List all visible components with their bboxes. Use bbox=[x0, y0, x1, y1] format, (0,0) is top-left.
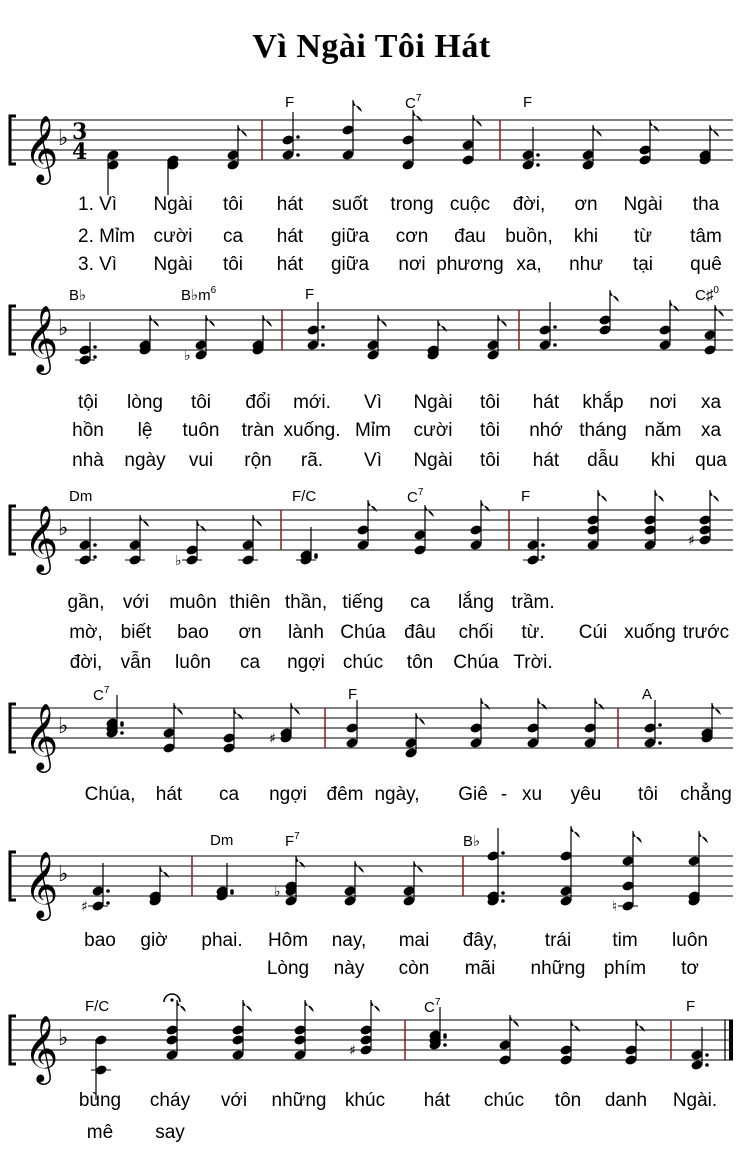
note-chord bbox=[366, 315, 387, 361]
lyric-syllable: phương bbox=[436, 254, 504, 275]
chord-symbol: F bbox=[521, 488, 531, 505]
lyric-syllable: giữa bbox=[330, 254, 370, 275]
note-flag bbox=[699, 831, 708, 843]
note-flag bbox=[177, 1000, 186, 1012]
lyric-syllable: khi bbox=[573, 226, 599, 247]
lyric-syllable: Ngài bbox=[413, 450, 453, 471]
lyric-syllable: tâm bbox=[690, 226, 722, 247]
note-chord bbox=[526, 698, 547, 749]
music-system-6 bbox=[0, 988, 743, 1158]
lyric-syllable: nơi bbox=[398, 254, 426, 275]
key-signature-flat-icon: ♭ bbox=[58, 316, 69, 341]
augmentation-dot bbox=[443, 1033, 447, 1037]
lyric-syllable: tôi bbox=[479, 392, 501, 413]
chord-symbol: $B♭m^6$ bbox=[181, 285, 217, 304]
lyric-syllable: tôi bbox=[222, 194, 244, 215]
lyric-syllable: ca bbox=[239, 652, 261, 673]
flat-icon: ♭ bbox=[184, 348, 191, 364]
lyric-syllable: với bbox=[122, 592, 150, 613]
chord-symbol: F bbox=[686, 998, 696, 1015]
lyric-syllable: đời, bbox=[512, 194, 546, 215]
note-flag bbox=[655, 490, 664, 502]
lyric-syllable: tôi bbox=[190, 392, 212, 413]
augmentation-dot bbox=[501, 851, 505, 855]
lyric-syllable: cơn bbox=[395, 226, 429, 247]
lyric-syllable: ơn bbox=[238, 622, 262, 643]
lyric-syllable: ngày, bbox=[374, 784, 420, 805]
lyric-syllable: đời, bbox=[69, 652, 103, 673]
lyric-syllable: xa, bbox=[516, 254, 542, 275]
augmentation-dot bbox=[536, 153, 540, 157]
lyric-syllable: yêu bbox=[570, 784, 602, 805]
note-flag bbox=[498, 315, 507, 327]
lyric-syllable: Ngài bbox=[153, 194, 193, 215]
lyric-syllable: hát bbox=[423, 1090, 451, 1111]
augmentation-dot bbox=[106, 901, 110, 905]
lyric-syllable: dẫu bbox=[587, 450, 619, 471]
lyric-syllable: tơ bbox=[681, 958, 699, 979]
music-system-2 bbox=[0, 280, 743, 470]
chord-symbol: C♯$^0$ bbox=[695, 285, 719, 304]
time-signature-numerator: 3 bbox=[72, 119, 88, 145]
augmentation-dot bbox=[536, 163, 540, 167]
lyric-syllable: suốt bbox=[332, 194, 368, 215]
lyric-syllable: phím bbox=[603, 958, 647, 979]
note-chord bbox=[612, 831, 642, 915]
note-chord bbox=[581, 125, 602, 171]
note-flag bbox=[305, 1000, 314, 1012]
note-chord bbox=[356, 500, 377, 551]
note-chord bbox=[306, 302, 324, 351]
lyric-syllable: 1. Vì bbox=[78, 194, 118, 215]
sharp-icon: ♯ bbox=[81, 899, 88, 915]
lyric-syllable: quê bbox=[690, 254, 722, 275]
note-chord bbox=[486, 315, 507, 361]
lyric-syllable: tim bbox=[612, 930, 638, 951]
note-flag bbox=[174, 703, 183, 715]
augmentation-dot bbox=[321, 325, 325, 329]
chord-symbol: $C^7$ bbox=[93, 685, 110, 704]
lyric-syllable: trong bbox=[390, 194, 434, 215]
lyric-syllable: giữa bbox=[330, 226, 370, 247]
lyric-syllable: xuống bbox=[624, 622, 676, 643]
lyric-syllable: xuống. bbox=[283, 420, 341, 441]
lyric-syllable: mai bbox=[398, 930, 430, 951]
lyric-syllable: hát bbox=[155, 784, 183, 805]
lyric-syllable: bao bbox=[84, 930, 116, 951]
chord-symbol: Dm bbox=[69, 488, 93, 505]
lyric-syllable: Chúa, bbox=[84, 784, 136, 805]
augmentation-dot bbox=[93, 543, 97, 547]
lyric-syllable: ca bbox=[222, 226, 244, 247]
note-chord bbox=[469, 500, 490, 551]
lyric-syllable: xa bbox=[700, 392, 722, 413]
lyric-syllable: tôn bbox=[406, 652, 434, 673]
lyric-syllable: lệ bbox=[137, 420, 153, 441]
lyric-syllable: ơn bbox=[574, 194, 598, 215]
lyric-syllable: tôi bbox=[479, 420, 501, 441]
augmentation-dot bbox=[120, 731, 124, 735]
lyric-syllable: nơi bbox=[649, 392, 677, 413]
note-chord bbox=[106, 149, 119, 195]
note-flag bbox=[238, 125, 247, 137]
lyric-syllable: tội bbox=[77, 392, 99, 413]
chord-symbol: F bbox=[523, 94, 533, 111]
lyric-syllable: chúc bbox=[342, 652, 384, 673]
treble-clef-icon: 𝄞 bbox=[24, 304, 59, 372]
sharp-icon: ♯ bbox=[269, 731, 276, 747]
note-chord bbox=[164, 994, 186, 1061]
augmentation-dot bbox=[296, 153, 300, 157]
note-flag bbox=[414, 861, 423, 873]
chord-symbol: B♭ bbox=[463, 833, 481, 850]
note-chord bbox=[226, 125, 247, 171]
lyric-syllable: tha bbox=[692, 194, 720, 215]
lyric-syllable: đổi bbox=[245, 392, 271, 413]
note-chord bbox=[486, 828, 504, 907]
treble-clef-icon: 𝄞 bbox=[24, 850, 59, 918]
lyric-syllable: những bbox=[271, 1090, 327, 1111]
treble-clef-icon: 𝄞 bbox=[24, 504, 59, 572]
lyric-syllable: mãi bbox=[464, 958, 496, 979]
lyric-syllable: mới. bbox=[293, 392, 331, 413]
note-flag bbox=[610, 290, 619, 302]
lyric-syllable: hát bbox=[532, 392, 560, 413]
lyric-syllable: thần, bbox=[284, 592, 328, 613]
lyric-syllable: ngày bbox=[124, 450, 166, 471]
note-flag bbox=[206, 315, 215, 327]
music-system-3 bbox=[0, 474, 743, 674]
augmentation-dot bbox=[553, 343, 557, 347]
lyric-syllable: khi bbox=[650, 450, 676, 471]
key-signature-flat-icon: ♭ bbox=[58, 714, 69, 739]
note-chord bbox=[523, 517, 545, 566]
lyric-syllable: Vì bbox=[364, 450, 382, 471]
lyric-syllable: Vì bbox=[364, 392, 382, 413]
lyric-syllable: tôi bbox=[222, 254, 244, 275]
note-chord bbox=[690, 1027, 708, 1071]
chord-symbol: F/C bbox=[292, 488, 317, 505]
note-chord bbox=[296, 527, 318, 566]
lyric-syllable: như bbox=[569, 254, 603, 275]
note-flag bbox=[243, 1000, 252, 1012]
key-signature-flat-icon: ♭ bbox=[58, 1026, 69, 1051]
lyric-syllable: Chúa bbox=[340, 622, 386, 643]
key-signature-flat-icon: ♭ bbox=[58, 516, 69, 541]
lyric-syllable: muôn bbox=[169, 592, 217, 613]
lyric-syllable: bao bbox=[177, 622, 209, 643]
lyric-syllable: ngợi bbox=[287, 652, 325, 673]
lyric-syllable: trái bbox=[544, 930, 572, 951]
lyric-syllable: trầm. bbox=[511, 592, 555, 613]
note-chord bbox=[583, 698, 604, 749]
lyric-syllable: say bbox=[155, 1122, 185, 1143]
note-flag bbox=[571, 826, 580, 838]
lyric-syllable: khúc bbox=[344, 1090, 386, 1111]
lyric-syllable: Chúa bbox=[453, 652, 499, 673]
note-flag bbox=[593, 125, 602, 137]
chord-symbol: F bbox=[305, 286, 315, 303]
staff-svg bbox=[0, 474, 743, 674]
lyric-syllable: luôn bbox=[175, 652, 211, 673]
lyric-syllable: cười bbox=[153, 226, 193, 247]
note-chord bbox=[404, 713, 425, 759]
lyric-syllable: chẳng bbox=[680, 784, 732, 805]
key-signature-flat-icon: ♭ bbox=[58, 862, 69, 887]
lyric-syllable: cuộc bbox=[449, 194, 491, 215]
note-flag bbox=[473, 115, 482, 127]
chord-symbol: F/C bbox=[85, 998, 110, 1015]
treble-clef-icon: 𝄞 bbox=[24, 1014, 59, 1082]
lyric-syllable: tôi bbox=[479, 450, 501, 471]
lyric-syllable: năm bbox=[644, 420, 682, 441]
music-system-4 bbox=[0, 676, 743, 816]
chord-symbol: $F^7$ bbox=[285, 831, 300, 850]
lyric-syllable: nhà bbox=[72, 450, 104, 471]
time-signature-denominator: 4 bbox=[72, 139, 88, 165]
lyric-syllable: lòng bbox=[127, 392, 163, 413]
note-flag bbox=[253, 515, 262, 527]
note-chord bbox=[559, 1020, 580, 1066]
note-chord bbox=[638, 120, 659, 166]
lyric-syllable: cháy bbox=[149, 1090, 191, 1111]
lyric-syllable: Lòng bbox=[266, 958, 310, 979]
lyric-syllable: hát bbox=[276, 194, 304, 215]
augmentation-dot bbox=[658, 741, 662, 745]
note-flag bbox=[710, 125, 719, 137]
note-flag bbox=[150, 315, 159, 327]
lyric-syllable: nay, bbox=[331, 930, 367, 951]
lyric-syllable: luôn bbox=[672, 930, 708, 951]
augmentation-dot bbox=[296, 135, 300, 139]
lyric-syllable: Ngài bbox=[413, 392, 453, 413]
lyric-syllable: tràn bbox=[241, 420, 275, 441]
augmentation-dot bbox=[321, 343, 325, 347]
chord-symbol: A bbox=[642, 686, 653, 703]
lyric-syllable: lành bbox=[288, 622, 324, 643]
lyric-syllable: hát bbox=[276, 254, 304, 275]
lyric-syllable: Hôm bbox=[267, 930, 309, 951]
note-chord bbox=[658, 300, 679, 351]
flat-icon: ♭ bbox=[175, 553, 182, 569]
lyric-syllable: Mỉm bbox=[355, 420, 391, 441]
lyric-syllable: mờ, bbox=[69, 622, 103, 643]
lyric-syllable: 2. Mỉm bbox=[78, 226, 135, 247]
augmentation-dot bbox=[541, 543, 545, 547]
lyric-syllable: hát bbox=[532, 450, 560, 471]
lyric-syllable: nhớ bbox=[529, 420, 563, 441]
lyric-syllable: từ bbox=[634, 226, 652, 247]
music-system-5 bbox=[0, 820, 743, 985]
lyric-syllable: chối bbox=[458, 622, 494, 643]
augmentation-dot bbox=[705, 1063, 709, 1067]
lyric-syllable: Trời. bbox=[513, 652, 553, 673]
note-chord bbox=[222, 708, 243, 754]
chord-symbol: F bbox=[285, 94, 295, 111]
music-system-1 bbox=[0, 90, 743, 280]
note-flag bbox=[712, 703, 721, 715]
lyric-syllable: ca bbox=[409, 592, 431, 613]
lyric-syllable: từ. bbox=[521, 622, 545, 643]
lyric-syllable: trước bbox=[682, 622, 730, 643]
lyric-syllable: đâu bbox=[404, 622, 436, 643]
augmentation-dot bbox=[501, 899, 505, 903]
lyric-syllable: vui bbox=[188, 450, 214, 471]
lyric-syllable: vẫn bbox=[120, 652, 152, 673]
note-chord bbox=[281, 112, 299, 161]
note-flag bbox=[425, 505, 434, 517]
lyric-syllable: Cúi bbox=[578, 622, 608, 643]
lyric-syllable: đây, bbox=[462, 930, 498, 951]
treble-clef-icon: 𝄞 bbox=[24, 114, 59, 182]
lyric-syllable: những bbox=[530, 958, 586, 979]
augmentation-dot bbox=[705, 1053, 709, 1057]
lyric-syllable: biết bbox=[120, 622, 152, 643]
lyric-syllable: hát bbox=[276, 226, 304, 247]
augmentation-dot bbox=[443, 1043, 447, 1047]
note-flag bbox=[633, 831, 642, 843]
augmentation-dot bbox=[501, 891, 505, 895]
augmentation-dot bbox=[314, 553, 318, 557]
note-chord bbox=[521, 127, 539, 171]
note-chord bbox=[75, 517, 97, 566]
note-chord bbox=[175, 520, 206, 569]
lyric-syllable: phai. bbox=[201, 930, 243, 951]
augmentation-dot bbox=[541, 555, 545, 559]
song-title: Vì Ngài Tôi Hát bbox=[252, 28, 491, 65]
lyric-syllable: 3. Vì bbox=[78, 254, 118, 275]
augmentation-dot bbox=[93, 355, 97, 359]
lyric-syllable: - bbox=[500, 784, 508, 805]
lyric-syllable: tháng bbox=[579, 420, 627, 441]
augmentation-dot bbox=[93, 555, 97, 559]
lyric-syllable: rộn bbox=[244, 450, 272, 471]
lyric-syllable: Ngài. bbox=[672, 1090, 718, 1111]
note-chord bbox=[624, 1020, 645, 1066]
lyric-syllable: Ngài bbox=[623, 194, 663, 215]
chord-symbol: $C^7$ bbox=[407, 487, 424, 506]
note-flag bbox=[291, 703, 300, 715]
chord-symbol: $C^7$ bbox=[424, 997, 441, 1016]
lyric-syllable: còn bbox=[398, 958, 430, 979]
lyric-syllable: mê bbox=[86, 1122, 114, 1143]
chord-symbol: B♭ bbox=[69, 287, 87, 304]
augmentation-dot bbox=[553, 325, 557, 329]
augmentation-dot bbox=[658, 723, 662, 727]
lyric-syllable: với bbox=[220, 1090, 248, 1111]
augmentation-dot bbox=[106, 889, 110, 893]
lyric-syllable: qua bbox=[695, 450, 727, 471]
lyric-syllable: này bbox=[333, 958, 365, 979]
augmentation-dot bbox=[230, 889, 234, 893]
natural-icon: ♮ bbox=[612, 899, 618, 915]
note-flag bbox=[353, 100, 362, 112]
note-chord bbox=[538, 302, 556, 351]
lyric-syllable: thiên bbox=[229, 592, 271, 613]
lyric-syllable: gần, bbox=[67, 592, 105, 613]
lyric-syllable: danh bbox=[604, 1090, 648, 1111]
flat-icon: ♭ bbox=[274, 884, 281, 900]
lyric-syllable: cười bbox=[413, 420, 453, 441]
lyric-syllable: lắng bbox=[458, 592, 494, 613]
lyric-syllable: rã. bbox=[300, 450, 324, 471]
lyric-syllable: đêm bbox=[326, 784, 364, 805]
lyric-syllable: hồn bbox=[72, 420, 104, 441]
lyric-syllable: đau bbox=[454, 226, 486, 247]
lyric-syllable: khắp bbox=[582, 392, 624, 413]
lyric-syllable: ngợi bbox=[269, 784, 307, 805]
note-flag bbox=[710, 490, 719, 502]
key-signature-flat-icon: ♭ bbox=[58, 126, 69, 151]
lyric-syllable: tại bbox=[632, 254, 654, 275]
lyric-syllable: xa bbox=[700, 420, 722, 441]
note-flag bbox=[416, 713, 425, 725]
augmentation-dot bbox=[93, 345, 97, 349]
note-chord bbox=[81, 863, 110, 915]
note-chord bbox=[274, 856, 305, 907]
chord-symbol: F bbox=[348, 686, 358, 703]
lyric-syllable: tuôn bbox=[182, 420, 220, 441]
note-chord bbox=[269, 703, 300, 747]
note-chord bbox=[166, 154, 179, 195]
chord-symbol: $C^7$ bbox=[405, 93, 422, 112]
note-chord bbox=[345, 700, 358, 749]
note-chord bbox=[469, 698, 490, 749]
lyric-syllable: xu bbox=[521, 784, 543, 805]
lyric-syllable: tôi bbox=[637, 784, 659, 805]
note-chord bbox=[343, 861, 364, 907]
lyric-syllable: giờ bbox=[140, 930, 168, 951]
sharp-icon: ♯ bbox=[349, 1043, 356, 1059]
note-chord bbox=[687, 831, 708, 907]
note-flag bbox=[355, 861, 364, 873]
note-chord bbox=[598, 290, 619, 336]
lyric-syllable: Giê bbox=[458, 784, 488, 805]
note-flag bbox=[715, 305, 724, 317]
lyric-syllable: bùng bbox=[78, 1090, 122, 1111]
note-chord bbox=[402, 861, 423, 907]
note-flag bbox=[263, 315, 272, 327]
note-flag bbox=[371, 1000, 380, 1012]
staff-svg bbox=[0, 90, 743, 280]
note-flag bbox=[378, 315, 387, 327]
note-flag bbox=[598, 490, 607, 502]
augmentation-dot bbox=[120, 721, 124, 725]
treble-clef-icon: 𝄞 bbox=[24, 702, 59, 770]
lyric-syllable: tiếng bbox=[342, 592, 384, 613]
lyric-syllable: buồn, bbox=[505, 226, 553, 247]
note-chord bbox=[75, 322, 97, 366]
lyric-syllable: Ngài bbox=[153, 254, 193, 275]
lyric-syllable: tôn bbox=[554, 1090, 582, 1111]
lyric-syllable: ca bbox=[218, 784, 240, 805]
note-chord bbox=[643, 700, 661, 749]
chord-symbol: Dm bbox=[210, 832, 234, 849]
note-flag bbox=[140, 515, 149, 527]
lyric-syllable: chúc bbox=[483, 1090, 525, 1111]
note-flag bbox=[510, 1015, 519, 1027]
sharp-icon: ♯ bbox=[688, 533, 695, 549]
